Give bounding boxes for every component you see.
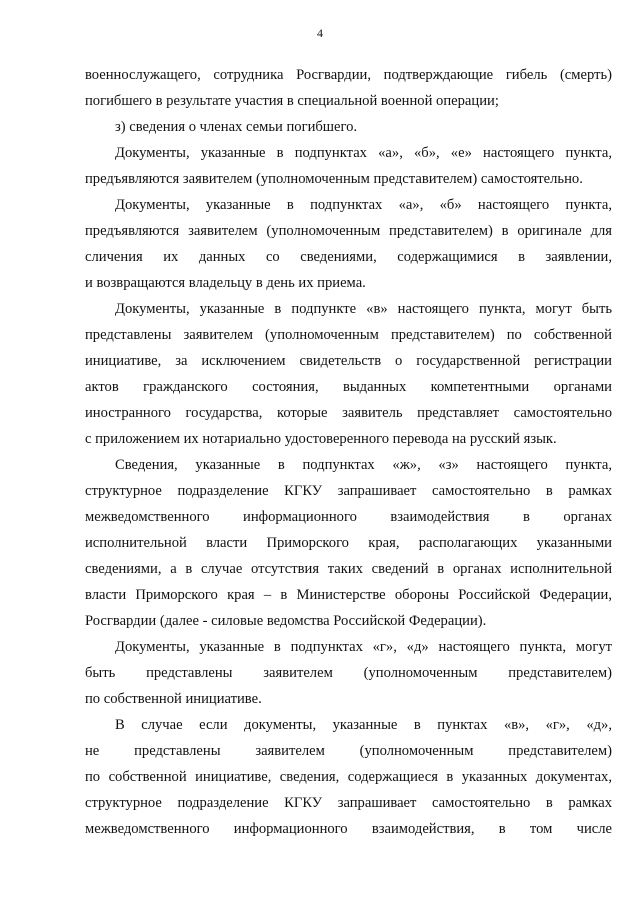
page-number: 4 (317, 26, 323, 40)
text-line: быть представлены заявителем (уполномоченным представителем) (85, 665, 612, 681)
text-line: сличения их данных со сведениями, содержащимися в заявлении, (85, 249, 612, 265)
text-line: структурное подразделение КГКУ запрашивает самостоятельно в рамках (85, 795, 612, 811)
text-line: с приложением их нотариально удостоверенного перевода на русский язык. (85, 431, 557, 447)
text-line: военнослужащего, сотрудника Росгвардии, подтверждающие гибель (смерть) (85, 67, 612, 83)
text-line: иностранного государства, которые заявитель представляет самостоятельно (85, 405, 612, 421)
text-line: власти Приморского края – в Министерстве обороны Российской Федерации, (85, 587, 612, 603)
text-line: Документы, указанные в подпунктах «а», «б» настоящего пункта, (115, 197, 612, 213)
text-line: Документы, указанные в подпунктах «а», «б», «е» настоящего пункта, (115, 145, 612, 161)
text-line: не представлены заявителем (уполномоченным представителем) (85, 743, 612, 759)
text-line: предъявляются заявителем (уполномоченным представителем) в оригинале для (85, 223, 612, 239)
text-line: структурное подразделение КГКУ запрашивает самостоятельно в рамках (85, 483, 612, 499)
text-line: исполнительной власти Приморского края, располагающих указанными (85, 535, 612, 551)
text-line: Росгвардии (далее - силовые ведомства Российской Федерации). (85, 613, 487, 629)
text-line: Документы, указанные в подпункте «в» настоящего пункта, могут быть (115, 301, 612, 317)
text-line: Сведения, указанные в подпунктах «ж», «з» настоящего пункта, (115, 457, 612, 473)
text-line: межведомственного информационного взаимодействия, в том числе (85, 821, 612, 837)
text-line: и возвращаются владельцу в день их приема. (85, 275, 366, 291)
text-line: представлены заявителем (уполномоченным представителем) по собственной (85, 327, 612, 343)
text-line: актов гражданского состояния, выданных компетентными органами (85, 379, 612, 395)
text-line: по собственной инициативе, сведения, содержащиеся в указанных документах, (85, 769, 612, 785)
text-line: межведомственного информационного взаимодействия в органах (85, 509, 612, 525)
text-line: предъявляются заявителем (уполномоченным представителем) самостоятельно. (85, 171, 583, 187)
text-line: з) сведения о членах семьи погибшего. (115, 119, 358, 135)
text-line: В случае если документы, указанные в пунктах «в», «г», «д», (115, 717, 612, 733)
text-line: сведениями, а в случае отсутствия таких сведений в органах исполнительной (85, 561, 612, 577)
body-text (85, 62, 612, 842)
text-line: инициативе, за исключением свидетельств о государственной регистрации (85, 353, 612, 369)
text-line: погибшего в результате участия в специальной военной операции; (85, 93, 499, 109)
text-line: по собственной инициативе. (85, 691, 262, 707)
text-line: Документы, указанные в подпунктах «г», «д» настоящего пункта, могут (115, 639, 612, 655)
